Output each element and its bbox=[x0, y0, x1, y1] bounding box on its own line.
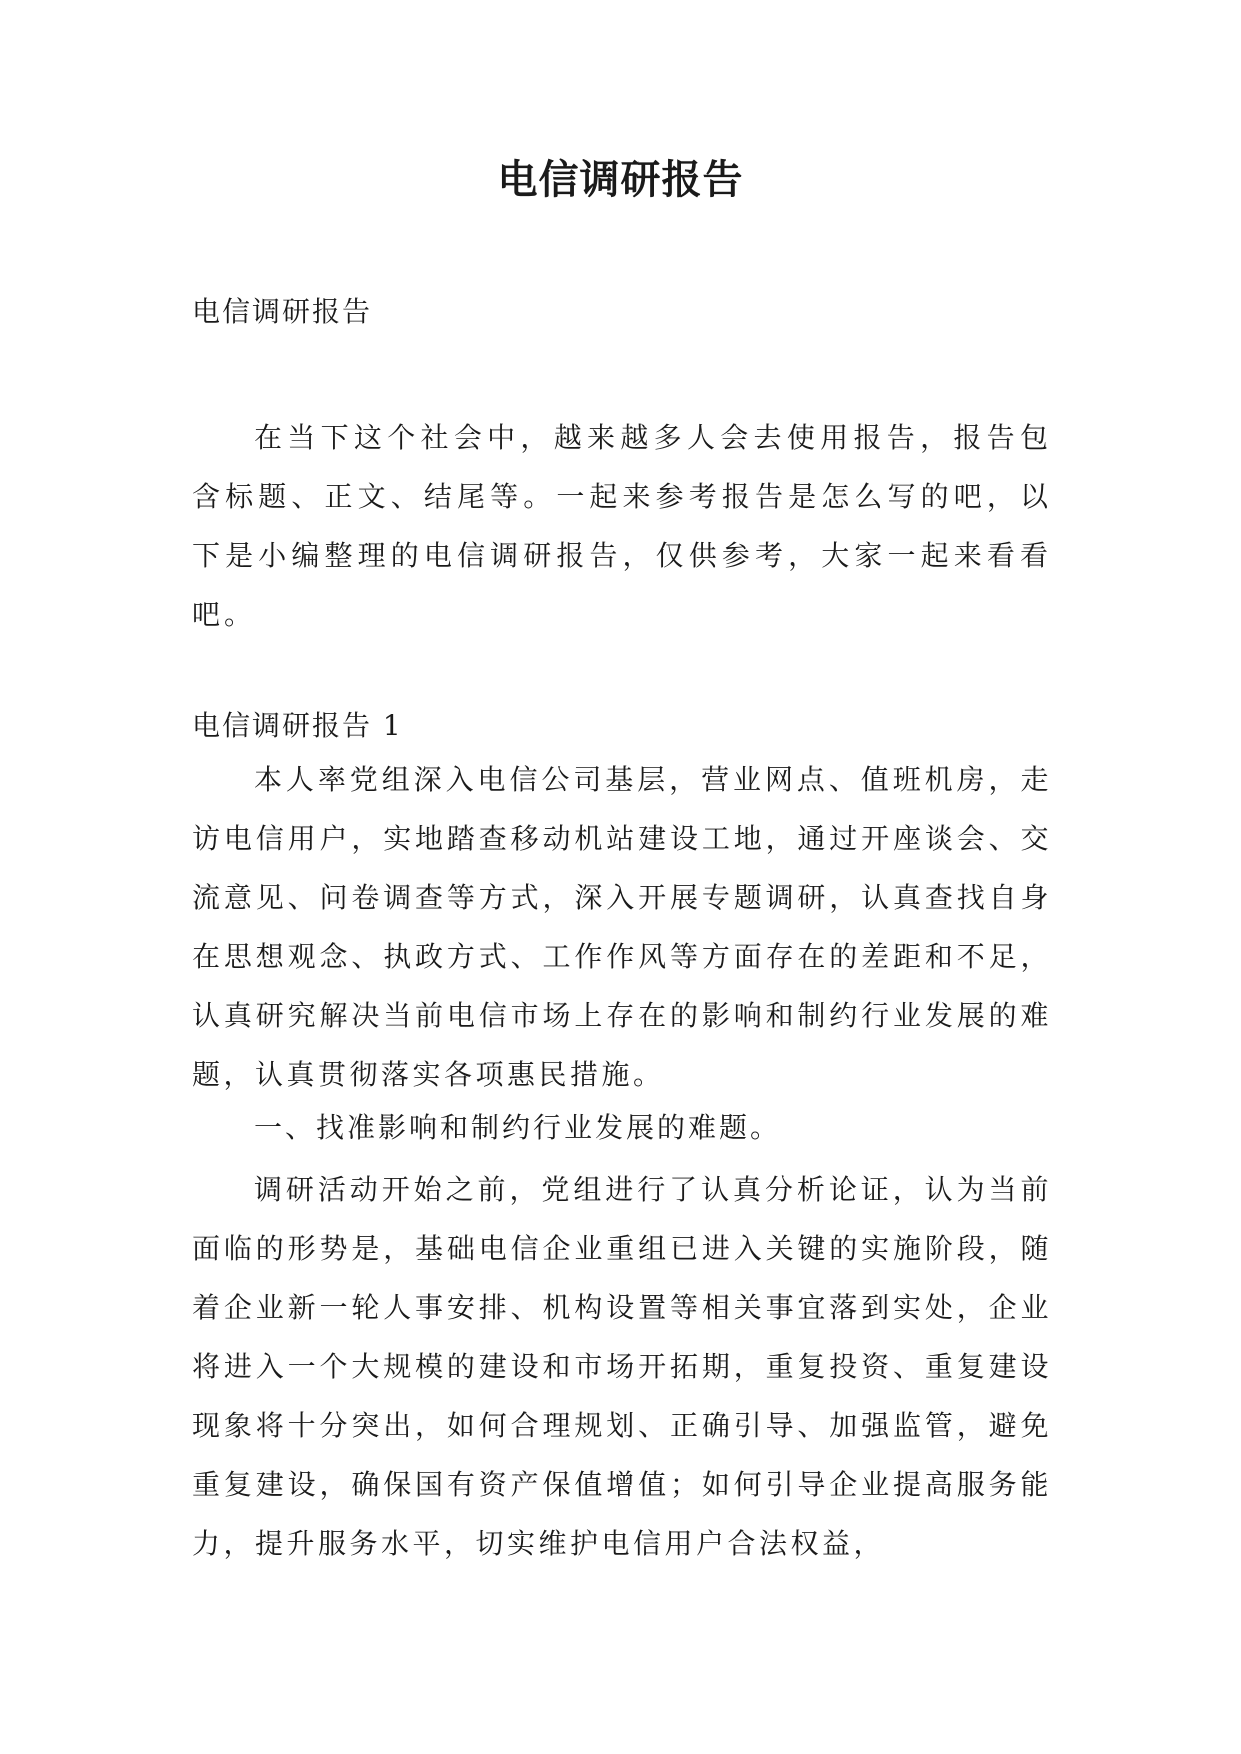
document-title: 电信调研报告 bbox=[497, 157, 744, 203]
document-subtitle: 电信调研报告 bbox=[192, 295, 373, 328]
section-heading: 电信调研报告 1 bbox=[192, 709, 403, 742]
body-paragraph-2: 调研活动开始之前，党组进行了认真分析论证，认为当前面临的形势是，基础电信企业重组已进入关键的实施阶段，随着企业新一轮人事安排、机构设置等相关事宜落到实处，企业将进入一个大规模的建设和市场开拓期，重复投资、重复建设现象将十分突出，如何合理规划、正确引导、加强监管，避免重复建设，确保国有资产保值增值；如何引导企业提高服务能力，提升服务水平，切实维护电信用户合法权益， bbox=[192, 1173, 1052, 1560]
intro-paragraph: 在当下这个社会中，越来越多人会去使用报告，报告包含标题、正文、结尾等。一起来参考报告是怎么写的吧，以下是小编整理的电信调研报告，仅供参考，大家一起来看看吧。 bbox=[192, 421, 1052, 631]
body-paragraph-1: 本人率党组深入电信公司基层，营业网点、值班机房，走访电信用户，实地踏查移动机站建设工地，通过开座谈会、交流意见、问卷调查等方式，深入开展专题调研，认真查找自身在思想观念、执政方式、工作作风等方面存在的差距和不足，认真研究解决当前电信市场上存在的影响和制约行业发展的难题，认真贯彻落实各项惠民措施。 bbox=[192, 763, 1052, 1091]
point-heading-1: 一、找准影响和制约行业发展的难题。 bbox=[254, 1111, 782, 1144]
